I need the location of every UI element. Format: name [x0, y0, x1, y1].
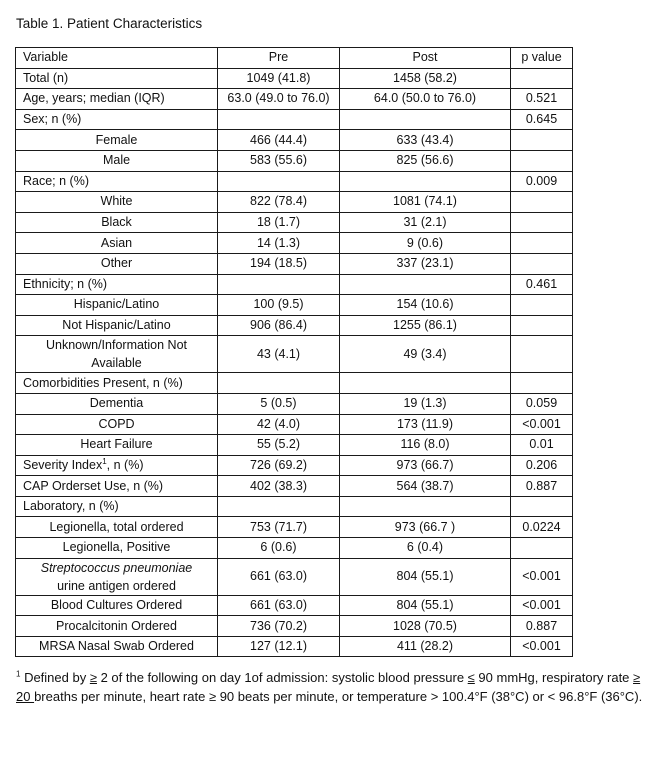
variable-label: Ethnicity; n (%): [23, 276, 108, 291]
table-row: [16, 455, 573, 476]
cell-post: [340, 171, 511, 192]
table-row: [16, 595, 573, 616]
cell-variable: [16, 558, 218, 595]
cell-p-value: <0.001: [511, 636, 573, 657]
cell-post: 1458 (58.2): [340, 68, 511, 89]
cell-post: 337 (23.1): [340, 253, 511, 274]
cell-pre: 43 (4.1): [218, 336, 340, 373]
cell-post: 973 (66.7): [340, 455, 511, 476]
cell-post: 19 (1.3): [340, 393, 511, 414]
cell-p-value: 0.887: [511, 616, 573, 637]
table-row: [16, 171, 573, 192]
variable-label: Male: [102, 153, 131, 168]
cell-pre: 6 (0.6): [218, 538, 340, 559]
footnote-ge-symbol: ≥: [89, 670, 97, 685]
cell-p-value: [511, 192, 573, 213]
cell-pre: 14 (1.3): [218, 233, 340, 254]
cell-post: 31 (2.1): [340, 212, 511, 233]
table-row: [16, 233, 573, 254]
footnote-text: 90 beats per minute, or temperature > 100.4°F (38°C) or < 96.8°F (36°C).: [216, 689, 643, 704]
table-header-row: [16, 48, 573, 69]
cell-p-value: [511, 315, 573, 336]
variable-label: Not Hispanic/Latino: [62, 318, 171, 333]
cell-pre: [218, 274, 340, 295]
table-row: [16, 253, 573, 274]
cell-variable: [16, 253, 218, 274]
cell-p-value: [511, 336, 573, 373]
cell-pre: 1049 (41.8): [218, 68, 340, 89]
variable-label: COPD: [98, 416, 135, 431]
cell-variable: [16, 171, 218, 192]
table-row: [16, 517, 573, 538]
cell-variable: [16, 89, 218, 110]
variable-label-line2: urine antigen ordered: [57, 578, 176, 593]
cell-post: [340, 274, 511, 295]
column-header-post: Post: [340, 48, 511, 69]
cell-pre: 18 (1.7): [218, 212, 340, 233]
cell-p-value: [511, 496, 573, 517]
cell-variable: [16, 373, 218, 394]
variable-label: MRSA Nasal Swab Ordered: [39, 639, 194, 654]
variable-label: Severity Index: [23, 457, 103, 472]
cell-post: [340, 496, 511, 517]
cell-pre: [218, 373, 340, 394]
cell-pre: [218, 109, 340, 130]
cell-post: 973 (66.7 ): [340, 517, 511, 538]
footnote-reference: 1: [102, 456, 107, 466]
table-row: [16, 295, 573, 316]
table-row: [16, 558, 573, 595]
cell-pre: 42 (4.0): [218, 414, 340, 435]
variable-label-line2: Available: [91, 356, 142, 371]
cell-variable: [16, 150, 218, 171]
column-header-variable: Variable: [16, 48, 218, 69]
footnote-text: breaths per minute, heart rate: [34, 689, 209, 704]
cell-p-value: 0.009: [511, 171, 573, 192]
cell-p-value: 0.206: [511, 455, 573, 476]
cell-variable: [16, 336, 218, 373]
footnote-rr-threshold: ≥ 20: [16, 670, 641, 704]
cell-p-value: <0.001: [511, 595, 573, 616]
cell-pre: 583 (55.6): [218, 150, 340, 171]
variable-label: Race; n (%): [23, 173, 89, 188]
variable-label: Comorbidities Present, n (%): [23, 375, 183, 390]
variable-label: Legionella, total ordered: [49, 519, 184, 534]
cell-p-value: [511, 295, 573, 316]
table-row: [16, 336, 573, 373]
cell-pre: 822 (78.4): [218, 192, 340, 213]
variable-label: Age, years; median (IQR): [23, 91, 165, 106]
cell-pre: 661 (63.0): [218, 595, 340, 616]
variable-label: Dementia: [89, 396, 144, 411]
cell-pre: 906 (86.4): [218, 315, 340, 336]
cell-post: 64.0 (50.0 to 76.0): [340, 89, 511, 110]
cell-post: 49 (3.4): [340, 336, 511, 373]
cell-pre: 5 (0.5): [218, 393, 340, 414]
table-row: [16, 414, 573, 435]
cell-pre: [218, 171, 340, 192]
variable-label: Procalcitonin Ordered: [56, 618, 177, 633]
cell-p-value: <0.001: [511, 558, 573, 595]
cell-pre: 194 (18.5): [218, 253, 340, 274]
table-row: [16, 89, 573, 110]
variable-label: Laboratory, n (%): [23, 499, 119, 514]
cell-pre: 402 (38.3): [218, 476, 340, 497]
cell-variable: [16, 595, 218, 616]
cell-p-value: <0.001: [511, 414, 573, 435]
column-header-pre: Pre: [218, 48, 340, 69]
cell-variable: [16, 393, 218, 414]
cell-p-value: [511, 373, 573, 394]
cell-p-value: [511, 538, 573, 559]
cell-pre: 466 (44.4): [218, 130, 340, 151]
cell-p-value: 0.01: [511, 435, 573, 456]
table-row: [16, 274, 573, 295]
cell-post: 564 (38.7): [340, 476, 511, 497]
variable-label: Streptococcus pneumoniae: [40, 560, 193, 575]
cell-post: 9 (0.6): [340, 233, 511, 254]
footnote-text: Defined by: [20, 670, 90, 685]
table-row: [16, 616, 573, 637]
variable-label: Unknown/Information Not: [45, 338, 188, 353]
variable-label: Blood Cultures Ordered: [50, 597, 183, 612]
cell-pre: 736 (70.2): [218, 616, 340, 637]
table-row: [16, 435, 573, 456]
cell-variable: [16, 109, 218, 130]
cell-pre: 100 (9.5): [218, 295, 340, 316]
cell-p-value: [511, 130, 573, 151]
cell-post: 154 (10.6): [340, 295, 511, 316]
cell-variable: [16, 414, 218, 435]
cell-pre: 55 (5.2): [218, 435, 340, 456]
table-row: [16, 192, 573, 213]
cell-post: 6 (0.4): [340, 538, 511, 559]
cell-p-value: [511, 212, 573, 233]
table-row: [16, 315, 573, 336]
table-caption: Table 1. Patient Characteristics: [16, 16, 203, 31]
footnote-text: 90 mmHg, respiratory rate: [474, 670, 634, 685]
table-row: [16, 476, 573, 497]
footnote-ge-symbol: ≥: [208, 689, 217, 704]
footnote-marker: 1: [16, 669, 21, 679]
table-row: [16, 212, 573, 233]
cell-post: [340, 373, 511, 394]
variable-label: Heart Failure: [80, 437, 153, 452]
cell-post: 804 (55.1): [340, 595, 511, 616]
cell-post: 825 (56.6): [340, 150, 511, 171]
cell-post: 804 (55.1): [340, 558, 511, 595]
variable-label: Hispanic/Latino: [73, 297, 160, 312]
cell-variable: [16, 233, 218, 254]
cell-pre: 63.0 (49.0 to 76.0): [218, 89, 340, 110]
table-row: [16, 496, 573, 517]
cell-p-value: [511, 68, 573, 89]
cell-variable: [16, 68, 218, 89]
table-row: [16, 68, 573, 89]
cell-variable: [16, 435, 218, 456]
table-row: [16, 109, 573, 130]
cell-post: [340, 109, 511, 130]
cell-variable: [16, 616, 218, 637]
footnote-le-symbol: ≤: [467, 670, 475, 685]
cell-p-value: [511, 150, 573, 171]
cell-post: 633 (43.4): [340, 130, 511, 151]
variable-label-suffix: , n (%): [106, 457, 144, 472]
cell-post: 1028 (70.5): [340, 616, 511, 637]
cell-variable: [16, 192, 218, 213]
variable-label: White: [100, 194, 133, 209]
cell-p-value: 0.521: [511, 89, 573, 110]
cell-variable: [16, 315, 218, 336]
variable-label: Female: [95, 132, 138, 147]
table-row: [16, 130, 573, 151]
cell-post: 411 (28.2): [340, 636, 511, 657]
cell-p-value: 0.887: [511, 476, 573, 497]
variable-label: Sex; n (%): [23, 112, 82, 127]
cell-post: 1255 (86.1): [340, 315, 511, 336]
cell-p-value: [511, 233, 573, 254]
table-row: [16, 636, 573, 657]
cell-p-value: 0.0224: [511, 517, 573, 538]
variable-label: Total (n): [23, 70, 69, 85]
table-row: [16, 538, 573, 559]
cell-variable: [16, 476, 218, 497]
cell-variable: [16, 636, 218, 657]
variable-label: Black: [101, 215, 132, 230]
cell-p-value: 0.461: [511, 274, 573, 295]
table-footnote: [16, 668, 646, 706]
cell-variable: [16, 517, 218, 538]
variable-label: Legionella, Positive: [62, 540, 171, 555]
cell-p-value: [511, 253, 573, 274]
column-header-p-value: p value: [511, 48, 573, 69]
cell-variable: [16, 212, 218, 233]
cell-variable: [16, 538, 218, 559]
cell-variable: [16, 274, 218, 295]
cell-variable: [16, 496, 218, 517]
table-row: [16, 150, 573, 171]
cell-pre: 726 (69.2): [218, 455, 340, 476]
variable-label: Asian: [100, 235, 133, 250]
variable-label: CAP Orderset Use, n (%): [23, 478, 164, 493]
cell-post: 1081 (74.1): [340, 192, 511, 213]
cell-post: 116 (8.0): [340, 435, 511, 456]
cell-p-value: 0.059: [511, 393, 573, 414]
cell-pre: 661 (63.0): [218, 558, 340, 595]
cell-pre: 127 (12.1): [218, 636, 340, 657]
cell-pre: [218, 496, 340, 517]
cell-p-value: 0.645: [511, 109, 573, 130]
patient-characteristics-table: [15, 47, 573, 657]
cell-post: 173 (11.9): [340, 414, 511, 435]
footnote-text: 2 of the following on day 1of admission: systolic blood pressure: [96, 670, 468, 685]
variable-label: Other: [100, 256, 133, 271]
cell-variable: [16, 295, 218, 316]
table-row: [16, 393, 573, 414]
cell-variable: [16, 130, 218, 151]
cell-variable: [16, 455, 218, 476]
table-row: [16, 373, 573, 394]
cell-pre: 753 (71.7): [218, 517, 340, 538]
